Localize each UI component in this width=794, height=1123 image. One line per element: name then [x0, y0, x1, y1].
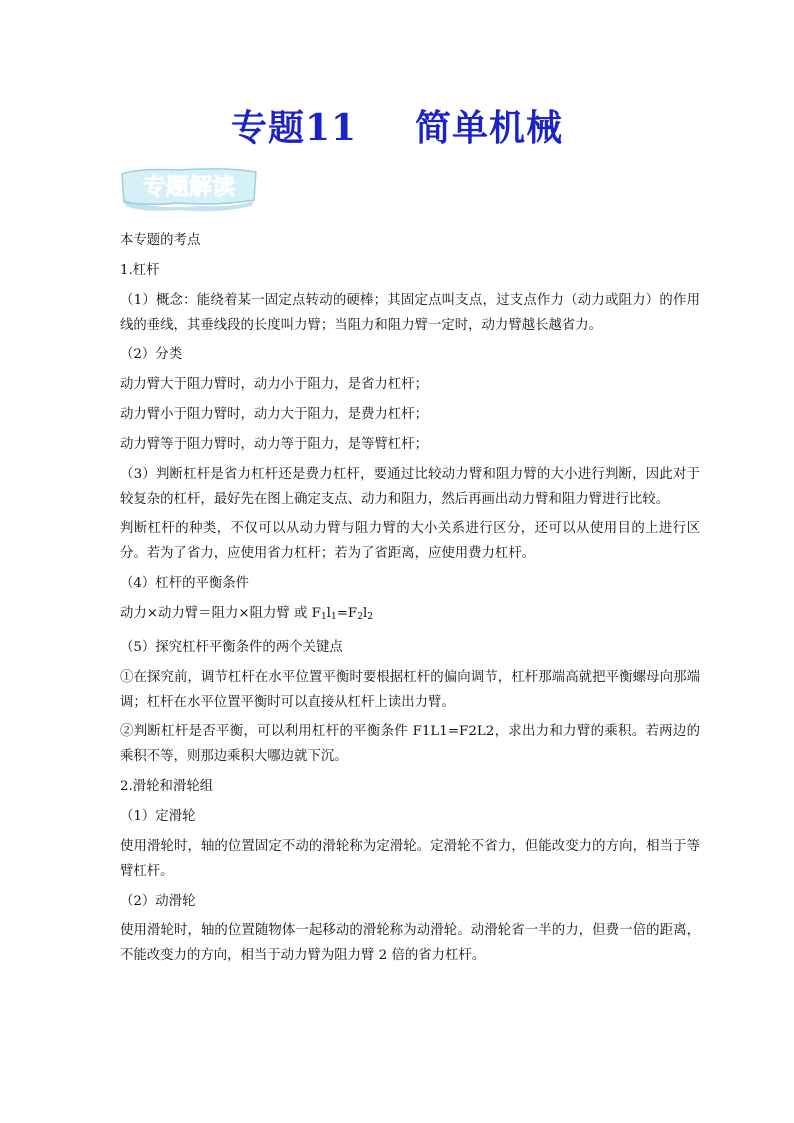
title-topic: 简单机械: [415, 107, 564, 149]
lever-balance-heading: （4）杠杆的平衡条件: [120, 576, 250, 592]
fixed-pulley-heading: （1）定滑轮: [120, 808, 196, 824]
intro-line: 本专题的考点: [120, 233, 201, 248]
movable-pulley-heading: （2）动滑轮: [120, 893, 196, 909]
title-number: 专题11: [230, 107, 358, 149]
section-banner: [118, 160, 260, 216]
lever-type-labor-saving: 动力臂大于阻力臂时，动力小于阻力，是省力杠杆；: [120, 377, 428, 393]
section-heading-pulley: 2.滑轮和滑轮组: [120, 779, 214, 795]
lever-judgement: （3）判断杠杆是省力杠杆还是费力杠杆，要通过比较动力臂和阻力臂的大小进行判断，因此对于较复杂的杠杆，最好先在图上确定支点、动力和阻力，然后再画出动力臂和阻力臂进行比较。: [120, 466, 700, 507]
movable-pulley-text: 使用滑轮时，轴的位置随物体一起移动的滑轮称为动滑轮。动滑轮省一半的力，但费一倍的距离，不能改变力的方向，相当于动力臂为阻力臂 2 倍的省力杠杆。: [120, 923, 700, 964]
fixed-pulley-text: 使用滑轮时，轴的位置固定不动的滑轮称为定滑轮。定滑轮不省力，但能改变力的方向，相当于等臂杠杆。: [120, 838, 700, 879]
lever-experiment-point-1: ①在探究前，调节杠杆在水平位置平衡时要根据杠杆的偏向调节，杠杆那端高就把平衡螺母向那端调；杠杆在水平位置平衡时可以直接从杠杆上读出力臂。: [120, 669, 700, 710]
banner-text: 专题解读: [143, 173, 235, 200]
lever-judgement-purpose: 判断杠杆的种类，不仅可以从动力臂与阻力臂的大小关系进行区分，还可以从使用目的上进行区分。若为了省力，应使用省力杠杆；若为了省距离，应使用费力杠杆。: [120, 521, 700, 562]
lever-experiment-point-2: ②判断杠杆是否平衡，可以利用杠杆的平衡条件 F1L1=F2L2，求出力和力臂的乘积。若两边的乘积不等，则那边乘积大哪边就下沉。: [120, 724, 700, 765]
lever-type-equal-arm: 动力臂等于阻力臂时，动力等于阻力，是等臂杠杆；: [120, 436, 428, 452]
banner-graphic: [118, 160, 260, 216]
page-title: [0, 100, 794, 151]
lever-type-effort: 动力臂小于阻力臂时，动力大于阻力，是费力杠杆；: [120, 406, 428, 422]
lever-concept: （1）概念：能绕着某一固定点转动的硬棒；其固定点叫支点，过支点作力（动力或阻力）的作用线的垂线，其垂线段的长度叫力臂；当阻力和阻力臂一定时，动力臂越长越省力。: [120, 292, 700, 333]
section-heading-lever: 1.杠杆: [120, 262, 160, 278]
lever-balance-formula: 动力×动力臂＝阻力×阻力臂 或 $F_1l_1=F_2l_2$: [120, 605, 373, 622]
lever-classification-heading: （2）分类: [120, 347, 183, 363]
document-body: [120, 228, 700, 973]
lever-experiment-heading: （5）探究杠杆平衡条件的两个关键点: [120, 639, 343, 655]
